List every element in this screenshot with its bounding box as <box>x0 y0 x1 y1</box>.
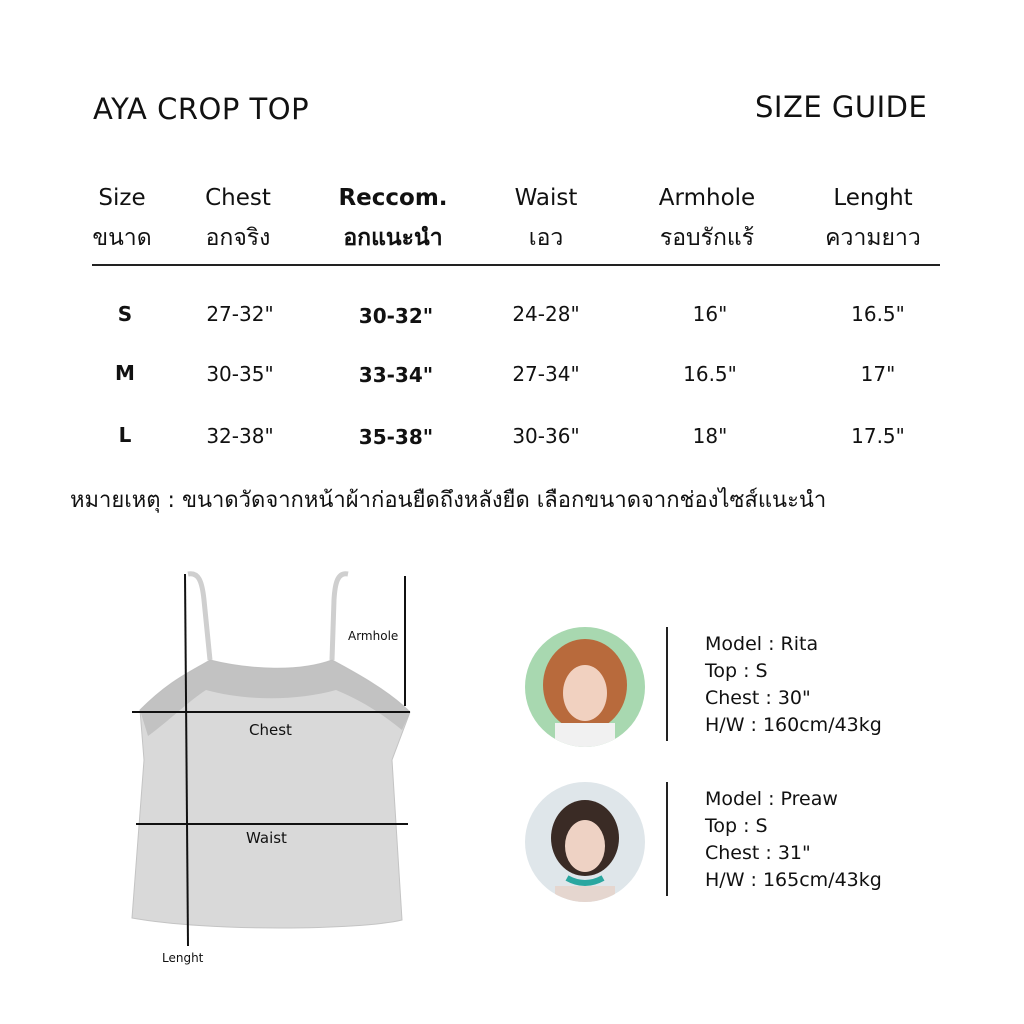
model-chest: Chest : 30" <box>705 687 811 709</box>
model-photo-rita <box>525 627 645 747</box>
size-guide-title: SIZE GUIDE <box>755 90 928 124</box>
row-m-size: M <box>115 361 135 385</box>
model-info-preaw <box>705 786 882 894</box>
col-length-th: ความยาว <box>825 225 921 251</box>
garment-diagram <box>110 560 430 980</box>
col-chest-header <box>158 178 318 258</box>
waist-label: Waist <box>246 829 287 847</box>
col-waist-th: เอว <box>528 225 564 251</box>
chest-label: Chest <box>249 721 292 739</box>
row-m-length: 17" <box>860 362 896 386</box>
col-waist-en: Waist <box>514 185 578 211</box>
row-l-armhole: 18" <box>692 424 728 448</box>
row-l-reccom: 35-38" <box>358 425 434 449</box>
model-divider <box>666 782 668 896</box>
col-size-en: Size <box>98 185 146 211</box>
row-m-reccom: 33-34" <box>358 363 434 387</box>
col-reccom-header <box>313 178 473 258</box>
model-height-weight: H/W : 165cm/43kg <box>705 869 882 891</box>
row-m-waist: 27-34" <box>512 362 580 386</box>
model-info-rita <box>705 631 882 739</box>
header-divider <box>92 264 940 266</box>
col-chest-en: Chest <box>205 185 271 211</box>
model-card-rita <box>525 627 945 747</box>
col-length-header <box>793 178 953 258</box>
row-s-reccom: 30-32" <box>358 304 434 328</box>
col-reccom-th: อกแนะนำ <box>343 225 443 251</box>
crop-top-illustration <box>110 560 430 980</box>
model-name: Model : Rita <box>705 633 819 655</box>
armhole-label: Armhole <box>348 629 399 643</box>
row-s-chest: 27-32" <box>206 302 274 326</box>
row-l-length: 17.5" <box>851 424 905 448</box>
row-s-length: 16.5" <box>851 302 905 326</box>
model-photo-preaw <box>525 782 645 902</box>
model-card-preaw <box>525 782 945 902</box>
col-reccom-en: Reccom. <box>338 185 448 211</box>
model-top-size: Top : S <box>705 660 768 682</box>
measurement-note: หมายเหตุ : ขนาดวัดจากหน้าผ้าก่อนยืดถึงหลังยืด เลือกขนาดจากช่องไซส์แนะนำ <box>70 488 827 513</box>
row-s-size: S <box>117 302 133 326</box>
row-m-chest: 30-35" <box>206 362 274 386</box>
row-s-waist: 24-28" <box>512 302 580 326</box>
col-chest-th: อกจริง <box>205 225 271 251</box>
row-l-size: L <box>118 423 132 447</box>
model-top-size: Top : S <box>705 815 768 837</box>
model-divider <box>666 627 668 741</box>
col-waist-header <box>466 178 626 258</box>
model-height-weight: H/W : 160cm/43kg <box>705 714 882 736</box>
col-length-en: Lenght <box>833 185 913 211</box>
col-armhole-en: Armhole <box>658 185 756 211</box>
row-s-armhole: 16" <box>692 302 728 326</box>
row-m-armhole: 16.5" <box>683 362 737 386</box>
model-chest: Chest : 31" <box>705 842 811 864</box>
row-l-waist: 30-36" <box>512 424 580 448</box>
model-name: Model : Preaw <box>705 788 838 810</box>
length-label: Lenght <box>162 951 204 965</box>
col-armhole-th: รอบรักแร้ <box>659 225 755 251</box>
col-size-th: ขนาด <box>92 225 152 251</box>
product-title: AYA CROP TOP <box>93 92 310 126</box>
col-armhole-header <box>627 178 787 258</box>
row-l-chest: 32-38" <box>206 424 274 448</box>
